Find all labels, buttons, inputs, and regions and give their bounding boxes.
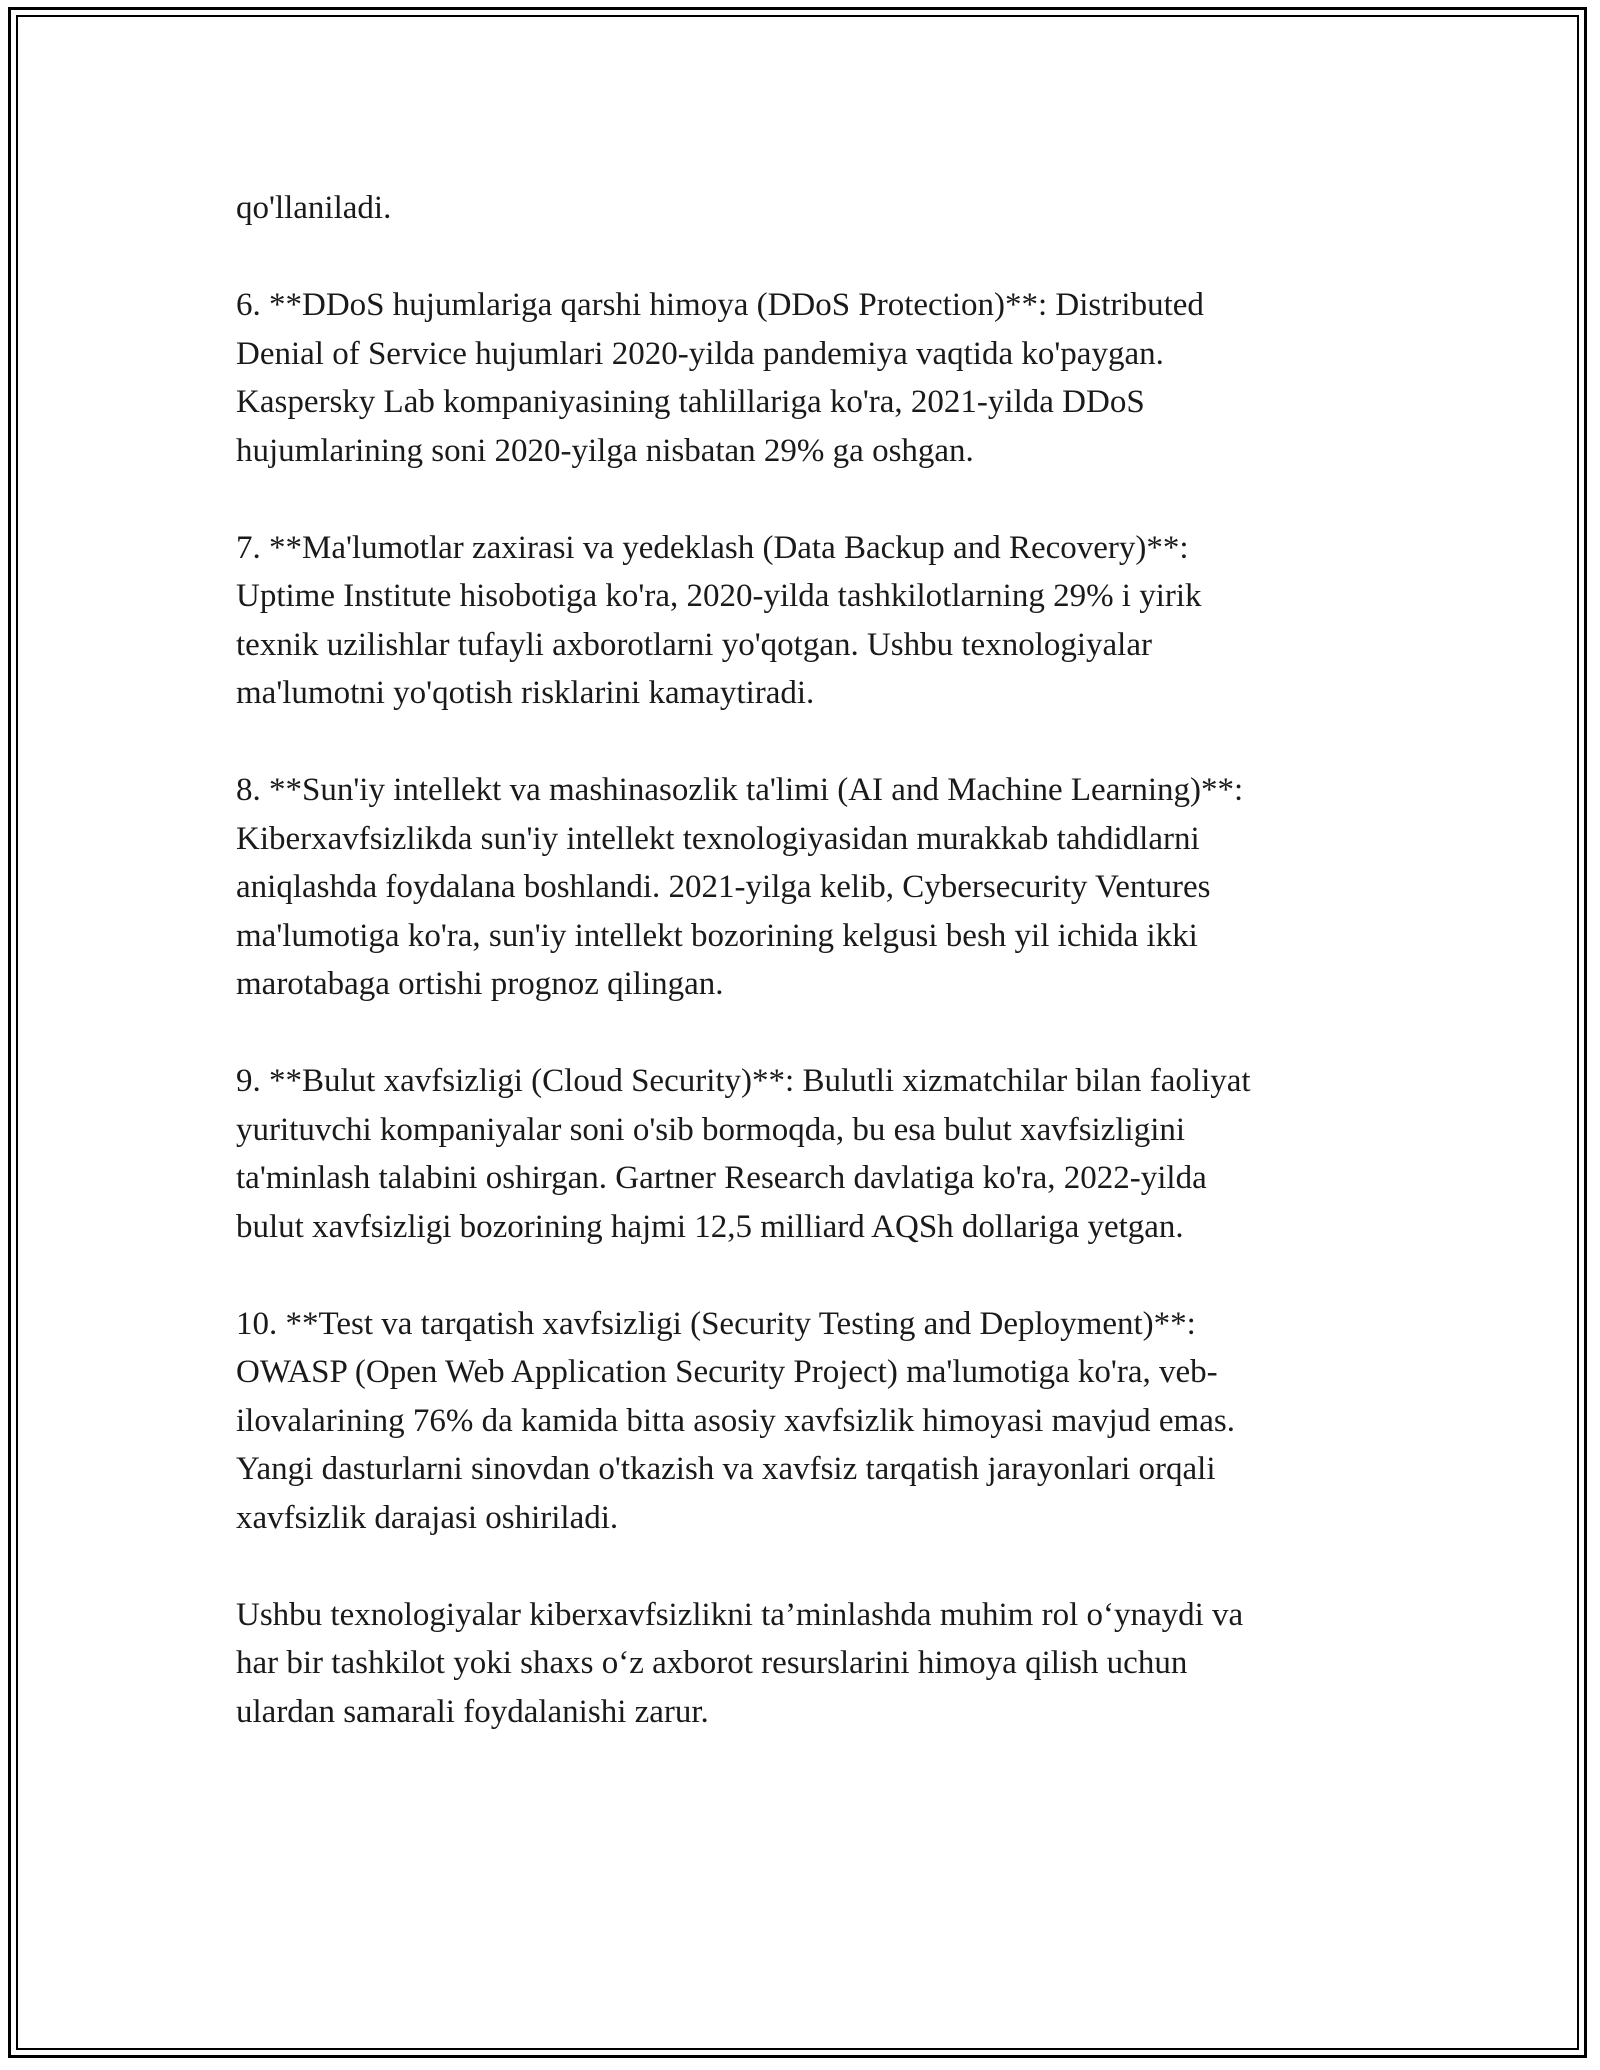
text-line: marotabaga ortishi prognoz qilingan. [236,966,724,1002]
text-line: 6. **DDoS hujumlariga qarshi himoya (DDoS Protection)**: Distributed [236,287,1204,323]
text-line: texnik uzilishlar tufayli axborotlarni yo'qotgan. Ushbu texnologiyalar [236,626,1152,663]
text-line: aniqlashda foydalana boshlandi. 2021-yilga kelib, Cybersecurity Ventures [236,869,1211,905]
text-line: 8. **Sun'iy intellekt va mashinasozlik ta'limi (AI and Machine Learning)**: [236,772,1244,808]
paragraph-cloud-security [236,1057,1376,1251]
text-line: Uptime Institute hisobotiga ko'ra, 2020-yilda tashkilotlarning 29% i yirik [236,578,1202,614]
paragraph-continuation [236,184,1376,233]
paragraph-data-backup [236,524,1376,718]
text-line: OWASP (Open Web Application Security Project) ma'lumotiga ko'ra, veb- [236,1354,1218,1390]
text-line: yurituvchi kompaniyalar soni o'sib bormoqda, bu esa bulut xavfsizligini [236,1111,1186,1148]
text-line: ma'lumotni yo'qotish risklarini kamaytiradi. [236,675,815,711]
text-line: xavfsizlik darajasi oshiriladi. [236,1499,619,1536]
text-line: Denial of Service hujumlari 2020-yilda pandemiya vaqtida ko'paygan. [236,335,1164,372]
text-line: bulut xavfsizligi bozorining hajmi 12,5 milliard AQSh dollariga yetgan. [236,1208,1184,1245]
text-line: hujumlarining soni 2020-yilga nisbatan 29% ga oshgan. [236,432,974,469]
text-line: 10. **Test va tarqatish xavfsizligi (Security Testing and Deployment)**: [236,1305,1196,1342]
text-line: ilovalarining 76% da kamida bitta asosiy xavfsizlik himoyasi mavjud emas. [236,1402,1235,1439]
text-line: ma'lumotiga ko'ra, sun'iy intellekt bozorining kelgusi besh yil ichida ikki [236,917,1198,954]
paragraph-ddos-protection [236,281,1376,475]
text-line: ta'minlash talabini oshirgan. Gartner Research davlatiga ko'ra, 2022-yilda [236,1160,1207,1196]
text-line: 7. **Ma'lumotlar zaxirasi va yedeklash (Data Backup and Recovery)**: [236,529,1189,566]
text-line: Kiberxavfsizlikda sun'iy intellekt texnologiyasidan murakkab tahdidlarni [236,820,1200,857]
document-body [236,184,1376,1785]
text-line: ulardan samarali foydalanishi zarur. [236,1693,709,1730]
text-line: 9. **Bulut xavfsizligi (Cloud Security)**: Bulutli xizmatchilar bilan faoliyat [236,1063,1251,1099]
paragraph-ai-ml [236,766,1376,1009]
text-line: har bir tashkilot yoki shaxs o‘z axborot resurslarini himoya qilish uchun [236,1645,1188,1681]
text-line: qo'llaniladi. [236,190,392,226]
paragraph-security-testing [236,1300,1376,1543]
text-line: Yangi dasturlarni sinovdan o'tkazish va xavfsiz tarqatish jarayonlari orqali [236,1451,1216,1487]
text-line: Ushbu texnologiyalar kiberxavfsizlikni ta’minlashda muhim rol o‘ynaydi va [236,1596,1244,1633]
text-line: Kaspersky Lab kompaniyasining tahlillariga ko'ra, 2021-yilda DDoS [236,384,1145,420]
paragraph-conclusion [236,1591,1376,1737]
